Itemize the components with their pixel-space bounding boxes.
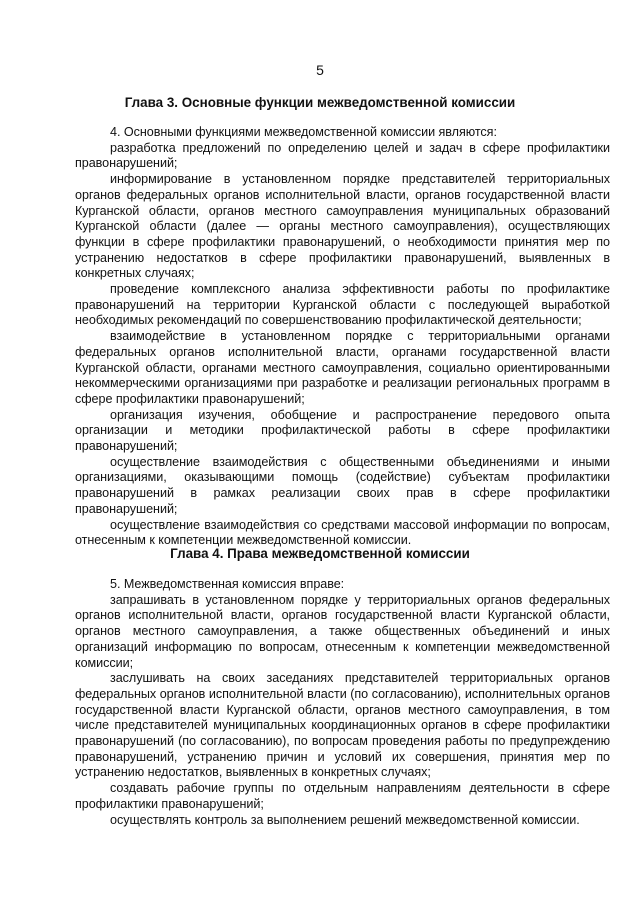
- chapter-4-title: Глава 4. Права межведомственной комиссии: [170, 546, 470, 561]
- paragraph: взаимодействие в установленном порядке с территориальными органами федеральных органов исполнительной власти, органами государственной власти Курганской области, органами местного самоуправления, социально ориентированными некоммерческими организациями при разработке и реализации региональных программ в сфере профилактики правонарушений;: [75, 329, 610, 406]
- paragraph: разработка предложений по определению целей и задач в сфере профилактики правонарушений;: [75, 140, 610, 171]
- paragraph: 4. Основными функциями межведомственной комиссии являются:: [110, 125, 497, 139]
- chapter-4-body: [75, 577, 610, 828]
- paragraph: осуществлять контроль за выполнением решений межведомственной комиссии.: [110, 812, 580, 827]
- paragraph: создавать рабочие группы по отдельным направлениям деятельности в сфере профилактики правонарушений;: [75, 781, 610, 811]
- paragraph: осуществление взаимодействия с общественными объединениями и иными организациями, оказывающими помощь (содействие) субъектам профилактики правонарушений в рамках реализации своих прав в сфере профилактики правонарушений;: [75, 454, 610, 516]
- chapter-3-title: Глава 3. Основные функции межведомственной комиссии: [124, 95, 516, 110]
- chapter-3-body: [75, 125, 610, 549]
- paragraph: осуществление взаимодействия со средствами массовой информации по вопросам, отнесенным к компетенции межведомственной комиссии.: [75, 517, 610, 548]
- paragraph: 5. Межведомственная комиссия вправе:: [110, 577, 345, 591]
- page-number: 5: [316, 62, 324, 78]
- paragraph: запрашивать в установленном порядке у территориальных органов федеральных органов исполнительной власти, органов государственной власти Курганской области, органов местного самоуправления, а также общественных объединений и иных организаций информацию по вопросам, отнесенным к компетенции межведомственной комиссии;: [75, 592, 610, 670]
- paragraph: информирование в установленном порядке представителей территориальных органов федеральных органов исполнительной власти, органов государственной власти Курганской области, органов местного самоуправления муниципальных образований Курганской области (далее — органы местного самоуправления), осуществляющих функции в сфере профилактики правонарушений, о необходимости принятия мер по устранению недостатков в сфере профилактики правонарушений, выявленных в конкретных случаях;: [75, 172, 610, 281]
- paragraph: проведение комплексного анализа эффективности работы по профилактике правонарушений на территории Курганской области с последующей выработкой необходимых рекомендаций по совершенствованию профилактической деятельности;: [75, 282, 610, 328]
- paragraph: организация изучения, обобщение и распространение передового опыта организации и методики профилактической работы в сфере профилактики правонарушений;: [75, 407, 610, 454]
- paragraph: заслушивать на своих заседаниях представителей территориальных органов федеральных органов исполнительной власти (по согласованию), исполнительных органов государственной власти Курганской области, органов местного самоуправления, в том числе представителей муниципальных координационных органов в сфере профилактики правонарушений (по согласованию), по вопросам проведения работы по предупреждению правонарушений, устранению причин и условий их совершения, принятия мер по устранению недостатков, выявленных в конкретных случаях;: [75, 671, 610, 780]
